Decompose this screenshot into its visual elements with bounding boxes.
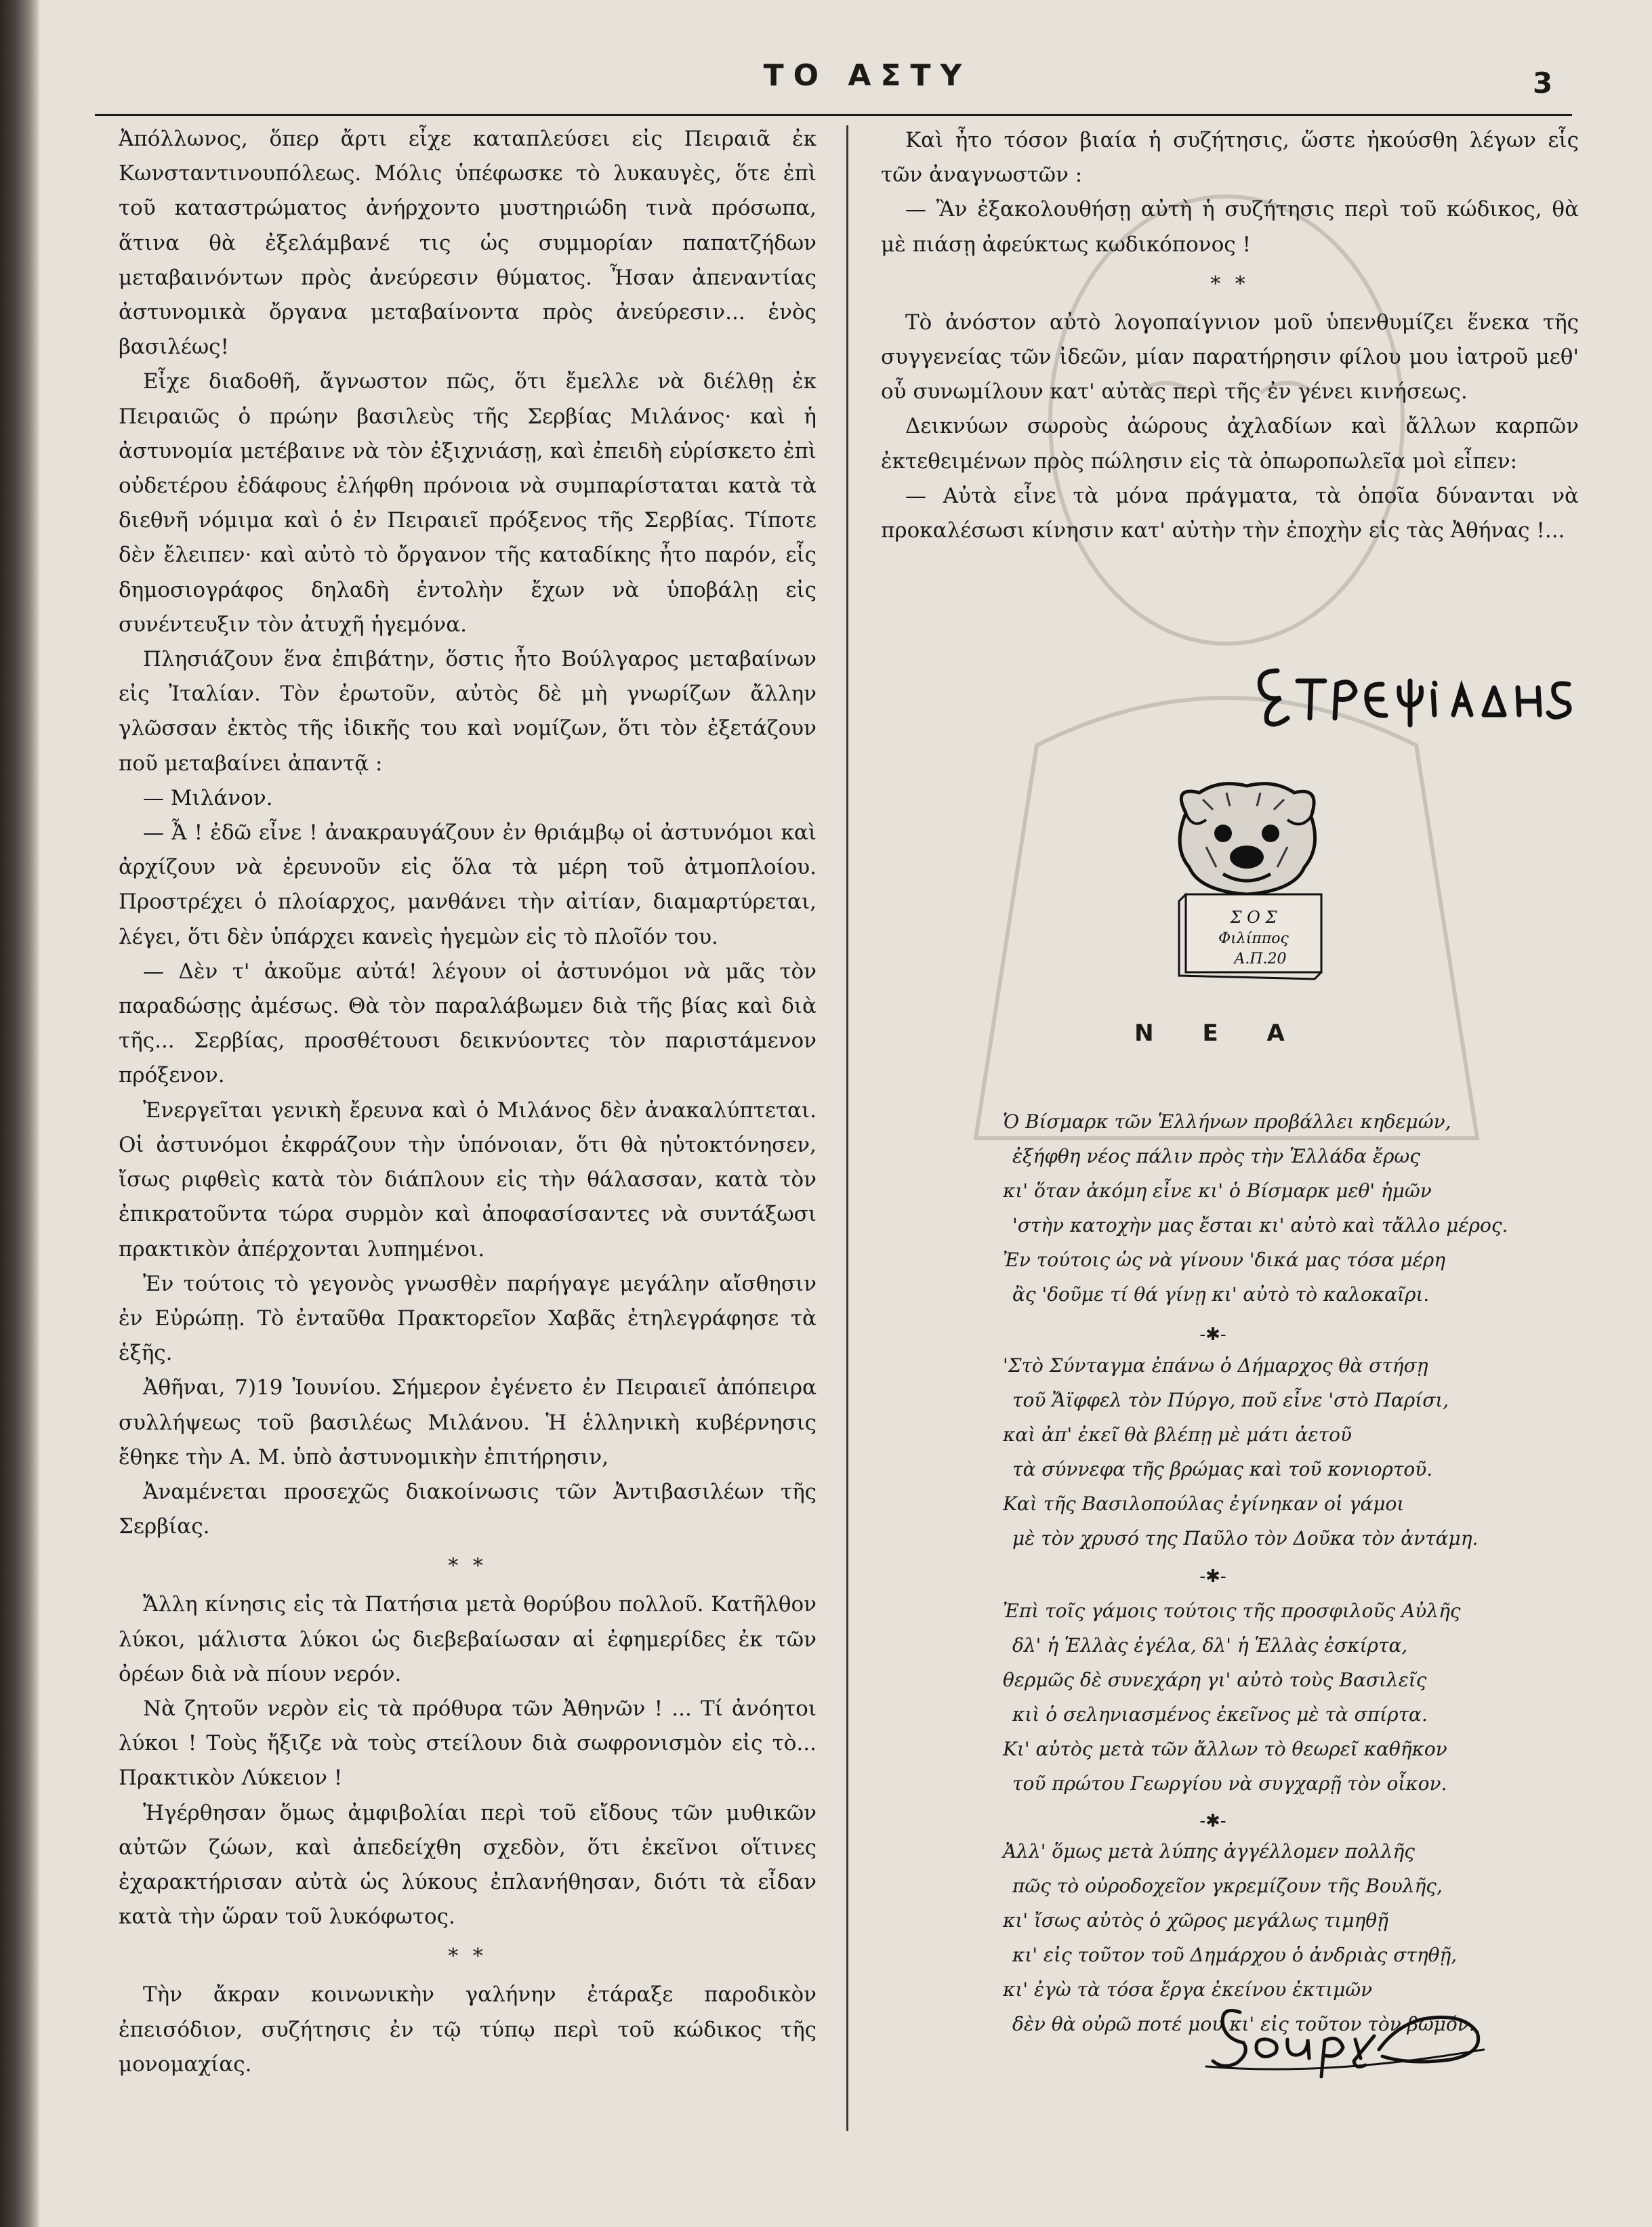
- dialogue-line: — Δὲν τ' ἀκοῦμε αὐτά! λέγουν οἱ ἀστυνόμοι νὰ μᾶς τὸν παραδώσῃς ἀμέσως. Θὰ τὸν παραλάβωμεν διὰ τῆς βίας καὶ διὰ τῆς... Σερβίας, προσθέτουσι δεικνύοντες τὸν παριστάμενον πρόξενον.: [119, 959, 817, 1088]
- article-paragraph: Ἐνεργεῖται γενικὴ ἔρευνα καὶ ὁ Μιλάνος δὲν ἀνακαλύπτεται. Οἱ ἀστυνόμοι ἐκφράζουν τὴν ὑπόνοιαν, ὅτι θὰ ηὐτοκτόνησεν, ἴσως ριφθεὶς κατὰ τὸν διάπλουν εἰς τὴν θάλασσαν, κατὰ τὸν ἐπικρατοῦντα τώρα συρμὸν καὶ ἀποφασίσαντες νὰ συντάξωσι πρακτικὸν ἀπέρχονται λυπημένοι.: [119, 1098, 817, 1262]
- masthead-title: ΤΟ ΑΣΤΥ: [763, 58, 972, 93]
- poem-line: Ἀλλ' ὅμως μετὰ λύπης ἀγγέλλομεν πολλῆς: [1003, 1840, 1415, 1862]
- article-paragraph: Πλησιάζουν ἕνα ἐπιβάτην, ὅστις ἦτο Βούλγαρος μεταβαίνων εἰς Ἰταλίαν. Τὸν ἐρωτοῦν, αὐτὸς δὲ μὴ γνωρίζων ἄλλην γλῶσσαν ἐκτὸς τῆς ἰδικῆς του καὶ νομίζων, ὅτι τὸν ἐξετάζουν ποῦ μεταβαίνει ἀπαντᾷ :: [119, 647, 817, 776]
- poem-stanza-1: [1003, 1104, 1558, 1312]
- article-paragraph: Ἀπόλλωνος, ὅπερ ἄρτι εἶχε καταπλεύσει εἰς Πειραιᾶ ἐκ Κωνσταντινουπόλεως. Μόλις ὑπέφωσκε τὸ λυκαυγὲς, ὅτε ἐπὶ τοῦ καταστρώματος ἀνήρχοντο μυστηριώδη τινὰ πρόσωπα, ἅτινα θὰ ἐξελάμβανέ τις ὡς συμμορίαν παπατζήδων μεταβαινόντων πρὸς ἀνεύρεσιν θύματος. Ἦσαν ἀπεναντίας ἀστυνομικὰ ὄργανα μεταβαίνοντα πρὸς ἀνεύρεσιν... ἑνὸς βασιλέως!: [119, 127, 817, 360]
- poem-line: κι' ἐγὼ τὰ τόσα ἔργα ἐκείνου ἐκτιμῶν: [1003, 1978, 1373, 2001]
- stanza-separator: -✱-: [1199, 1325, 1226, 1345]
- poem-line: κι' ὅταν ἀκόμη εἶνε κι' ὁ Βίσμαρκ μεθ' ἡμῶν: [1003, 1180, 1432, 1202]
- poem-line: 'Στὸ Σύνταγμα ἐπάνω ὁ Δήμαρχος θὰ στήσῃ: [1003, 1354, 1428, 1377]
- article-paragraph: Τὸ ἀνόστον αὐτὸ λογοπαίγνιον μοῦ ὑπενθυμίζει ἕνεκα τῆς συγγενείας τῶν ἰδεῶν, μίαν παρατήρησιν φίλου μου ἰατροῦ μεθ' οὗ συνωμίλουν κατ' αὐτὰς περὶ τῆς ἐν γένει κινήσεως.: [881, 310, 1579, 404]
- poem-line: Ἐπὶ τοῖς γάμοις τούτοις τῆς προσφιλοῦς Αὐλῆς: [1003, 1600, 1461, 1622]
- poem-line: μὲ τὸν χρυσό της Παῦλο τὸν Δοῦκα τὸν ἀντάμη.: [1012, 1527, 1479, 1549]
- dog-sign-text-1: Σ Ο Σ: [1230, 908, 1277, 927]
- poem-line: Καὶ τῆς Βασιλοπούλας ἐγίνηκαν οἱ γάμοι: [1003, 1493, 1405, 1515]
- poem-line: τοῦ πρώτου Γεωργίου νὰ συγχαρῇ τὸν οἶκον.: [1012, 1772, 1447, 1795]
- column-divider: [846, 125, 848, 2131]
- handwritten-signature-souris: [1193, 1985, 1504, 2087]
- poem-line: τὰ σύννεφα τῆς βρώμας καὶ τοῦ κονιορτοῦ.: [1012, 1458, 1433, 1480]
- article-paragraph: Καὶ ἦτο τόσον βιαία ἡ συζήτησις, ὥστε ἠκούσθη λέγων εἷς τῶν ἀναγνωστῶν :: [881, 128, 1579, 188]
- telegram-paragraph: Ἀθῆναι, 7)19 Ἰουνίου. Σήμερον ἐγένετο ἐν Πειραιεῖ ἀπόπειρα συλλήψεως τοῦ βασιλέως Μιλάνου. Ἡ ἑλληνικὴ κυβέρνησις ἔθηκε τὴν Α. Μ. ὑπὸ ἀστυνομικὴν ἐπιτήρησιν,: [119, 1375, 817, 1470]
- stanza-separator: -✱-: [1199, 1566, 1226, 1587]
- poem-line: Κι' αὐτὸς μετὰ τῶν ἄλλων τὸ θεωρεῖ καθῆκον: [1003, 1738, 1447, 1760]
- poem-line: κιὶ ὁ σεληνιασμένος ἐκεῖνος μὲ τὰ σπίρτα.: [1012, 1703, 1428, 1726]
- poem-line: πῶς τὸ οὐροδοχεῖον γκρεμίζουν τῆς Βουλῆς,: [1012, 1875, 1443, 1897]
- dialogue-line: — Μιλάνον.: [143, 785, 273, 810]
- poem-line: θερμῶς δὲ συνεχάρη γι' αὐτὸ τοὺς Βασιλεῖς: [1003, 1669, 1427, 1691]
- dog-sign-text-3: Α.Π.20: [1234, 951, 1287, 967]
- stanza-separator: -✱-: [1199, 1811, 1226, 1831]
- header-rule: [95, 114, 1572, 116]
- article-paragraph: Ἠγέρθησαν ὅμως ἀμφιβολίαι περὶ τοῦ εἴδους τῶν μυθικῶν αὐτῶν ζώων, καὶ ἀπεδείχθη σχεδὸν, ὅτι ἐκεῖνοι οἵτινες ἐχαρακτήρισαν αὐτὰ ὡς λύκους ἐπλανήθησαν, διότι τὰ εἶδαν κατὰ τὴν ὥραν τοῦ λυκόφωτος.: [119, 1800, 817, 1930]
- article-paragraph: Ἀναμένεται προσεχῶς διακοίνωσις τῶν Ἀντιβασιλέων τῆς Σερβίας.: [119, 1479, 817, 1539]
- left-column: [119, 122, 817, 2082]
- article-paragraph: Δεικνύων σωροὺς ἀώρους ἀχλαδίων καὶ ἄλλων καρπῶν ἐκτεθειμένων πρὸς πώλησιν εἰς τὰ ὀπωροπωλεῖα μοὶ εἶπεν:: [881, 414, 1579, 474]
- section-separator-stars: * *: [448, 1554, 487, 1579]
- poem-line: καὶ ἀπ' ἐκεῖ θὰ βλέπῃ μὲ μάτι ἀετοῦ: [1003, 1423, 1352, 1446]
- poem-line: Ὁ Βίσμαρκ τῶν Ἑλλήνων προβάλλει κηδεμών,: [1003, 1110, 1451, 1133]
- poem-line: ἂς 'δοῦμε τί θά γίνῃ κι' αὐτὸ τὸ καλοκαῖρι.: [1012, 1283, 1430, 1306]
- poem-line: δλ' ἡ Ἑλλὰς ἐγέλα, δλ' ἡ Ἑλλὰς ἐσκίρτα,: [1012, 1634, 1408, 1657]
- article-paragraph: Εἶχε διαδοθῆ, ἄγνωστον πῶς, ὅτι ἔμελλε νὰ διέλθῃ ἐκ Πειραιῶς ὁ πρώην βασιλεὺς τῆς Σερβίας Μιλάνος· καὶ ἡ ἀστυνομία μετέβαινε νὰ τὸν ἐξιχνιάσῃ, καὶ ἐπειδὴ εὑρίσκετο ἐπὶ οὐδετέρου ἐδάφους ἐλήφθη πρόνοια νὰ συμπαρίσταται κατὰ τὰ διεθνῆ νόμιμα καὶ ὁ ἐν Πειραιεῖ πρόξενος τῆς Σερβίας. Τίποτε δὲν ἔλειπεν· καὶ αὐτὸ τὸ ὄργανον τῆς καταδίκης ἦτο παρόν, εἷς δημοσιογράφος δηλαδὴ ἐντολὴν ἔχων νὰ ὑποβάλῃ εἰς συνέντευξιν τὸν ἀτυχῆ ἡγεμόνα.: [119, 369, 817, 637]
- poem-line: κι' εἰς τοῦτον τοῦ Δημάρχου ὁ ἀνδριὰς στηθῇ,: [1012, 1944, 1458, 1966]
- dog-drawing: [1159, 772, 1335, 989]
- section-separator-stars: * *: [448, 1944, 487, 1969]
- dialogue-line: — Ἆ ! ἐδῶ εἶνε ! ἀνακραυγάζουν ἐν θριάμβῳ οἱ ἀστυνόμοι καὶ ἀρχίζουν νὰ ἐρευνοῦν εἰς ὅλα τὰ μέρη τοῦ ἀτμοπλοίου. Προστρέχει ὁ πλοίαρχος, μανθάνει τὴν αἰτίαν, διαμαρτύρεται, λέγει, ὅτι δὲν ὑπάρχει κανεὶς ἡγεμὼν εἰς τὸ πλοῖόν του.: [119, 820, 817, 949]
- nea-section-heading: Ν Ε Α: [1134, 1020, 1305, 1047]
- right-column-top: [881, 123, 1579, 548]
- page-binding-shadow: [0, 0, 39, 2227]
- dog-illustration: [1159, 772, 1335, 989]
- article-paragraph: Τὴν ἄκραν κοινωνικὴν γαλήνην ἐτάραξε παροδικὸν ἐπεισόδιον, συζήτησις ἐν τῷ τύπῳ περὶ τοῦ κώδικος τῆς μονομαχίας.: [119, 1982, 817, 2077]
- dialogue-line: — Αὐτὰ εἶνε τὰ μόνα πράγματα, τὰ ὁποῖα δύνανται νὰ προκαλέσωσι κίνησιν κατ' αὐτὴν τὴν ἐποχὴν εἰς τὰς Ἀθήνας !...: [881, 483, 1579, 543]
- poem-stanza-3: [1003, 1594, 1558, 1801]
- poem-line: δὲν θὰ οὐρῶ ποτέ μου κι' εἰς τοῦτον τὸν βωμόν.: [1012, 2013, 1475, 2035]
- poem-line: ἐξήφθη νέος πάλιν πρὸς τὴν Ἑλλάδα ἔρως: [1012, 1145, 1420, 1167]
- dialogue-line: — Ἂν ἐξακολουθήσῃ αὐτὴ ἡ συζήτησις περὶ τοῦ κώδικος, θὰ μὲ πιάσῃ ἀφεύκτως κωδικόπονος !: [881, 197, 1579, 257]
- poem-line: Ἐν τούτοις ὡς νὰ γίνουν 'δικά μας τόσα μέρη: [1003, 1249, 1445, 1271]
- article-paragraph: Νὰ ζητοῦν νερὸν εἰς τὰ πρόθυρα τῶν Ἀθηνῶν ! ... Τί ἀνόητοι λύκοι ! Τοὺς ἤξιζε νὰ τοὺς στείλουν διὰ σωφρονισμὸν εἰς τὸ... Πρακτικὸν Λύκειον !: [119, 1696, 817, 1791]
- section-separator-stars: * *: [1210, 272, 1250, 296]
- poem-line: 'στὴν κατοχὴν μας ἔσται κι' αὐτὸ καὶ τἄλλο μέρος.: [1012, 1214, 1508, 1236]
- page-number: 3: [1533, 66, 1553, 100]
- handwritten-signature-strepsiadis: [1250, 650, 1575, 732]
- poem-stanza-2: [1003, 1348, 1558, 1556]
- poem-line: τοῦ Ἄϊφφελ τὸν Πύργο, ποῦ εἶνε 'στὸ Παρίσι,: [1012, 1389, 1449, 1411]
- dog-sign-text-2: Φιλίππος: [1218, 930, 1289, 947]
- poem-line: κι' ἴσως αὐτὸς ὁ χῶρος μεγάλως τιμηθῇ: [1003, 1909, 1388, 1932]
- article-paragraph: Ἄλλη κίνησις εἰς τὰ Πατήσια μετὰ θορύβου πολλοῦ. Κατῆλθον λύκοι, μάλιστα λύκοι ὡς διεβεβαίωσαν αἱ ἐφημερίδες ἐκ τῶν ὀρέων διὰ νὰ πίουν νερόν.: [119, 1592, 817, 1686]
- article-paragraph: Ἐν τούτοις τὸ γεγονὸς γνωσθὲν παρήγαγε μεγάλην αἴσθησιν ἐν Εὐρώπῃ. Τὸ ἐνταῦθα Πρακτορεῖον Χαβᾶς ἐτηλεγράφησε τὰ ἑξῆς.: [119, 1271, 817, 1366]
